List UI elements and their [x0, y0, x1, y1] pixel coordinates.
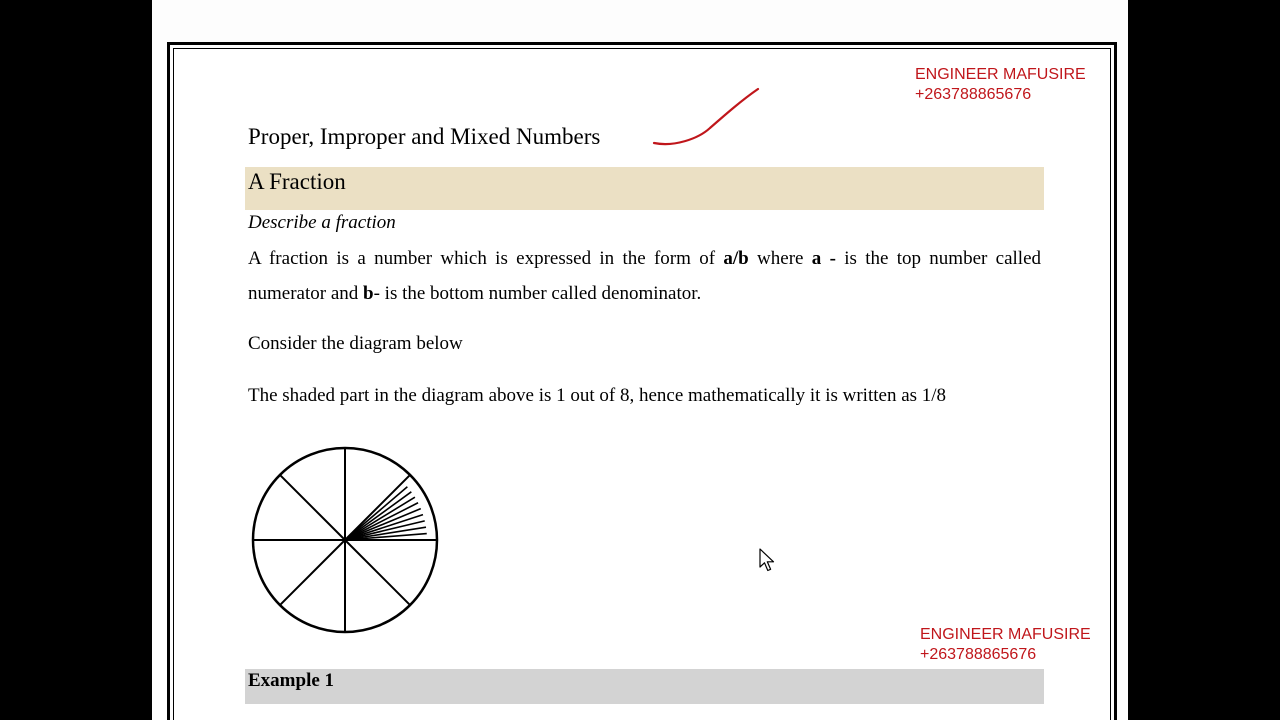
watermark-top [915, 65, 1086, 105]
section-heading: A Fraction [248, 169, 346, 194]
document-page [152, 0, 1128, 720]
denominator-symbol: b [363, 283, 374, 304]
sector-divider-line [280, 540, 345, 605]
watermark-name: ENGINEER MAFUSIRE [920, 626, 1091, 643]
pen-annotation-stroke [648, 84, 763, 150]
definition-text-2: where [748, 248, 812, 269]
definition-text-3: is the top number called numerator and [248, 248, 1042, 304]
definition-paragraph [248, 241, 1041, 311]
document-title: Proper, Improper and Mixed Numbers [248, 124, 601, 149]
example-heading-band [245, 669, 1044, 704]
fraction-form: a/b [723, 248, 749, 269]
example-heading: Example 1 [248, 670, 335, 691]
sector-divider-line [345, 540, 410, 605]
consider-text: Consider the diagram below [248, 333, 463, 354]
watermark-phone: +263788865676 [920, 646, 1037, 663]
watermark-bottom [920, 625, 1091, 665]
watermark-phone: +263788865676 [915, 86, 1032, 103]
definition-text-4: - is the bottom number called denominator. [373, 283, 702, 304]
shaded-sector-hatch-line [345, 497, 415, 540]
mouse-pointer-icon [759, 548, 777, 574]
shaded-part-text: The shaded part in the diagram above is 1 out of 8, hence mathematically it is written as 1/8 [248, 385, 947, 406]
section-heading-band [245, 167, 1044, 210]
subheading: Describe a fraction [248, 212, 396, 233]
sector-divider-line [280, 475, 345, 540]
definition-text-1: A fraction is a number which is expressed in the form of [248, 248, 724, 269]
numerator-symbol: a - [811, 248, 836, 269]
fraction-circle-diagram [248, 444, 442, 638]
watermark-name: ENGINEER MAFUSIRE [915, 66, 1086, 83]
